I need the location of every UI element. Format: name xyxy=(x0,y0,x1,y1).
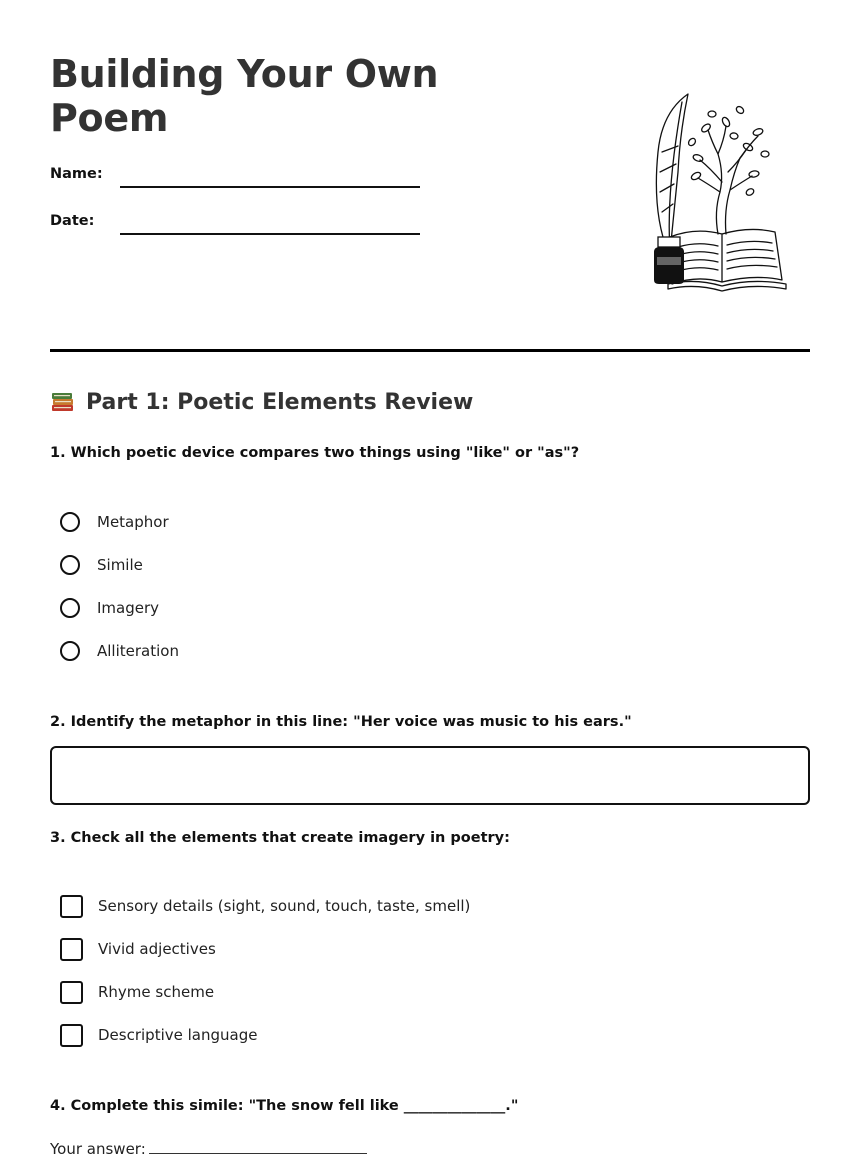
checkbox[interactable] xyxy=(60,895,83,918)
q3-option-descriptive-language[interactable] xyxy=(60,1022,257,1048)
q4-answer-line[interactable] xyxy=(149,1139,367,1154)
q2-answer-field[interactable] xyxy=(50,746,810,805)
radio-button[interactable] xyxy=(60,512,80,532)
radio-button[interactable] xyxy=(60,641,80,661)
checkbox[interactable] xyxy=(60,1024,83,1047)
question-3: 3. Check all the elements that create imagery in poetry: xyxy=(50,830,510,846)
option-label: Sensory details (sight, sound, touch, taste, smell) xyxy=(98,897,471,915)
books-icon xyxy=(50,389,76,415)
question-4: 4. Complete this simile: "The snow fell like ______________." xyxy=(50,1098,519,1114)
q4-answer-row xyxy=(50,1139,367,1158)
option-label: Simile xyxy=(97,556,143,574)
option-label: Metaphor xyxy=(97,513,169,531)
section-divider xyxy=(50,349,810,352)
page-title: Building Your Own Poem xyxy=(50,52,439,140)
section-title: Part 1: Poetic Elements Review xyxy=(86,389,474,415)
option-label: Vivid adjectives xyxy=(98,940,216,958)
date-field xyxy=(50,213,420,237)
option-label: Imagery xyxy=(97,599,160,617)
q3-option-sensory-details[interactable] xyxy=(60,893,470,919)
checkbox[interactable] xyxy=(60,938,83,961)
name-input-line[interactable] xyxy=(120,186,420,188)
option-label: Descriptive language xyxy=(98,1026,258,1044)
name-label: Name: xyxy=(50,166,103,182)
answer-label: Your answer: xyxy=(50,1140,146,1158)
name-field xyxy=(50,166,420,190)
q3-option-vivid-adjectives[interactable] xyxy=(60,936,216,962)
question-2: 2. Identify the metaphor in this line: "Her voice was music to his ears." xyxy=(50,714,632,730)
section-heading xyxy=(50,389,473,415)
radio-button[interactable] xyxy=(60,555,80,575)
q1-option-alliteration[interactable] xyxy=(60,638,179,664)
date-label: Date: xyxy=(50,213,95,229)
checkbox[interactable] xyxy=(60,981,83,1004)
q3-option-rhyme-scheme[interactable] xyxy=(60,979,214,1005)
q1-option-simile[interactable] xyxy=(60,552,143,578)
radio-button[interactable] xyxy=(60,598,80,618)
option-label: Alliteration xyxy=(97,642,179,660)
book-tree-quill-illustration xyxy=(600,92,790,292)
question-1: 1. Which poetic device compares two things using "like" or "as"? xyxy=(50,445,580,461)
option-label: Rhyme scheme xyxy=(98,983,215,1001)
q1-option-imagery[interactable] xyxy=(60,595,159,621)
q1-option-metaphor[interactable] xyxy=(60,509,169,535)
date-input-line[interactable] xyxy=(120,233,420,235)
